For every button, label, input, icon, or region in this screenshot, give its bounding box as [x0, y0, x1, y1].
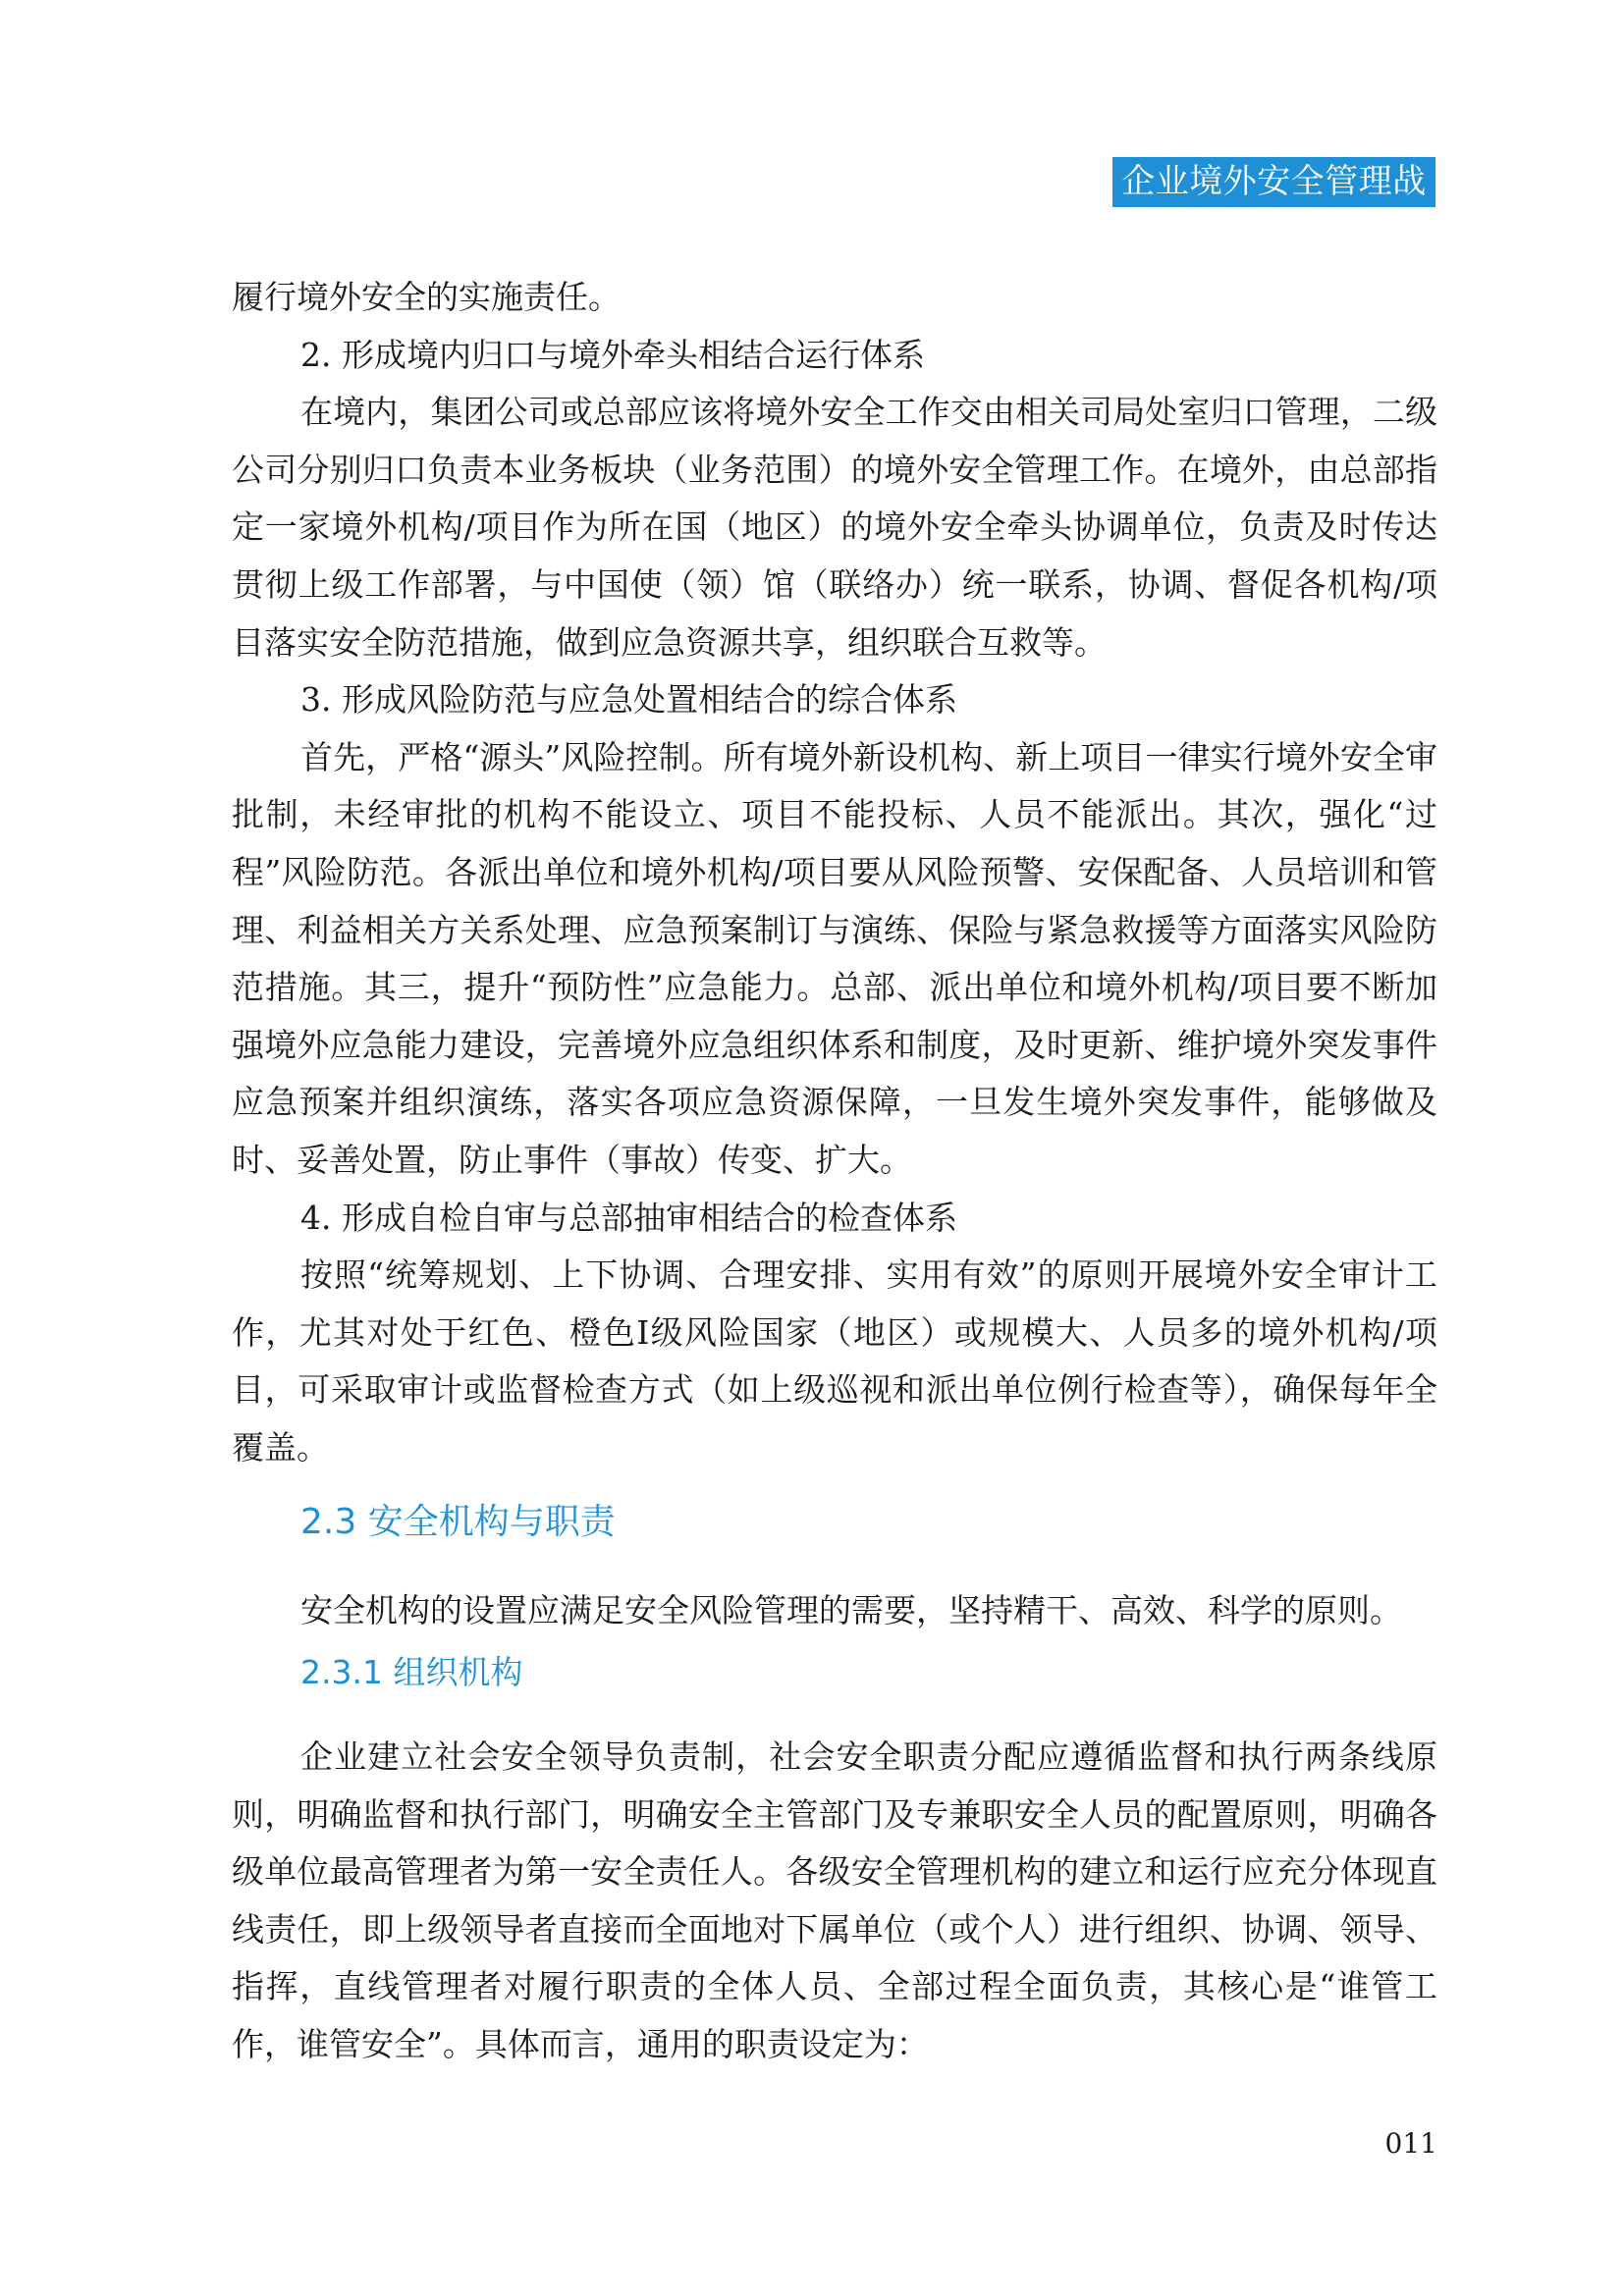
paragraph-item-2: 在境内，集团公司或总部应该将境外安全工作交由相关司局处室归口管理，二级公司分别归口负责本业务板块（业务范围）的境外安全管理工作。在境外，由总部指定一家境外机构/项目作为所在国（地区）的境外安全牵头协调单位，负责及时传达贯彻上级工作部署，与中国使（领）馆（联络办）统一联系，协调、督促各机构/项目落实安全防范措施，做到应急资源共享，组织联合互救等。	[232, 393, 1437, 662]
item-heading-2: 2. 形成境内归口与境外牵头相结合运行体系	[300, 335, 925, 374]
item-heading-3: 3. 形成风险防范与应急处置相结合的综合体系	[300, 680, 957, 720]
item-heading-4: 4. 形成自检自审与总部抽审相结合的检查体系	[300, 1198, 957, 1237]
body-text	[232, 269, 1437, 2074]
paragraph-item-3: 首先，严格“源头”风险控制。所有境外新设机构、新上项目一律实行境外安全审批制，未经审批的机构不能设立、项目不能投标、人员不能派出。其次，强化“过程”风险防范。各派出单位和境外机构/项目要从风险预警、安保配备、人员培训和管理、利益相关方关系处理、应急预案制订与演练、保险与紧急救援等方面落实风险防范措施。其三，提升“预防性”应急能力。总部、派出单位和境外机构/项目要不断加强境外应急能力建设，完善境外应急组织体系和制度，及时更新、维护境外突发事件应急预案并组织演练，落实各项应急资源保障，一旦发生境外突发事件，能够做及时、妥善处置，防止事件（事故）传变、扩大。	[232, 737, 1437, 1179]
section-heading-2-3: 2.3 安全机构与职责	[300, 1502, 616, 1543]
section-heading-2-3-1: 2.3.1 组织机构	[300, 1653, 523, 1692]
running-header: 企业境外安全管理战略	[1112, 157, 1435, 207]
paragraph-2-3: 安全机构的设置应满足安全风险管理的需要，坚持精干、高效、科学的原则。	[300, 1591, 1402, 1630]
page-number: 011	[1384, 2127, 1437, 2160]
paragraph-item-4: 按照“统筹规划、上下协调、合理安排、实用有效”的原则开展境外安全审计工作，尤其对处于红色、橙色I级风险国家（地区）或规模大、人员多的境外机构/项目，可采取审计或监督检查方式（如上级巡视和派出单位例行检查等），确保每年全覆盖。	[232, 1255, 1437, 1467]
paragraph-continued: 履行境外安全的实施责任。	[232, 278, 621, 316]
paragraph-2-3-1: 企业建立社会安全领导负责制，社会安全职责分配应遵循监督和执行两条线原则，明确监督和执行部门，明确安全主管部门及专兼职安全人员的配置原则，明确各级单位最高管理者为第一安全责任人。各级安全管理机构的建立和运行应充分体现直线责任，即上级领导者直接而全面地对下属单位（或个人）进行组织、协调、领导、指挥，直线管理者对履行职责的全体人员、全部过程全面负责，其核心是“谁管工作，谁管安全”。具体而言，通用的职责设定为：	[232, 1737, 1437, 2064]
